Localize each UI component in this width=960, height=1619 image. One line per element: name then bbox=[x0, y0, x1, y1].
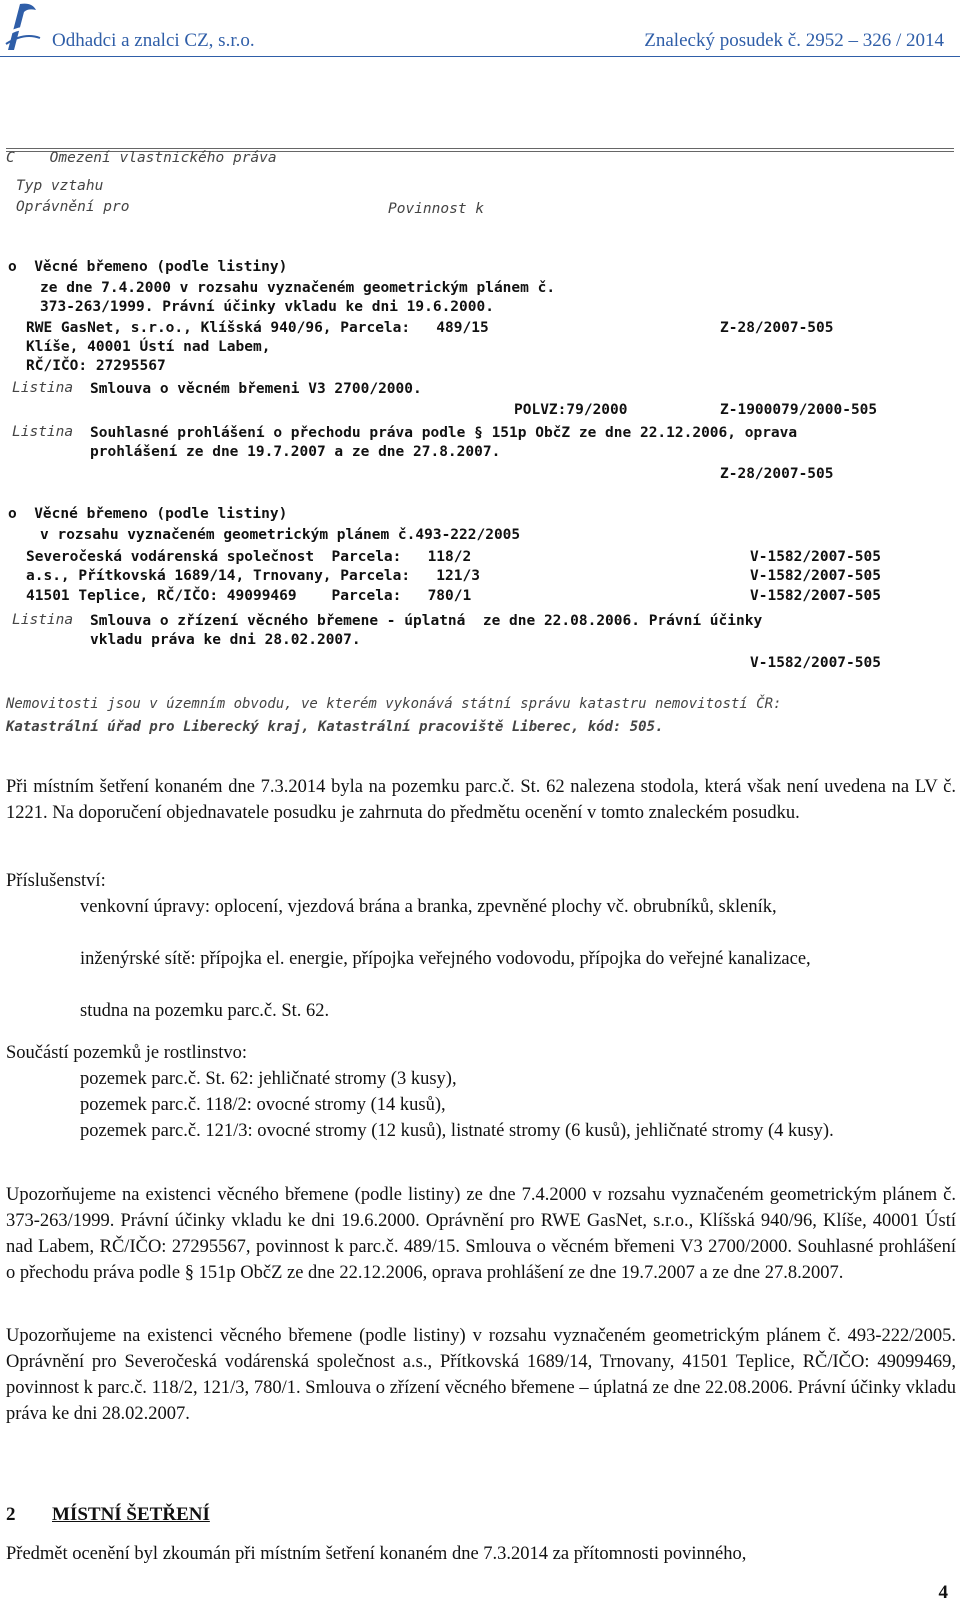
extract-typ-vztahu: Typ vztahu bbox=[16, 178, 104, 194]
section-number: 2 bbox=[6, 1504, 16, 1525]
easement-2-title: o Věcné břemeno (podle listiny) bbox=[8, 506, 288, 522]
paragraph-easement-2: Upozorňujeme na existenci věcného břemene (podle listiny) v rozsahu vyznačeném geometrickým plánem č. 493-222/2005. Oprávnění pro Severočeská vodárenská společnost a.s., Přítkovská 1689/14, Trnovany, 41501 Teplice, RČ/IČO: 49099469, povinnost k parc.č. 118/2, 121/3, 780/1. Smlouva o zřízení věcného břemene – úplatná ze dne 22.08.2006. Právní účinky vkladu práva ke dni 28.02.2007. bbox=[6, 1326, 956, 1424]
extract-opravneni-pro: Oprávnění pro bbox=[16, 199, 130, 215]
easement-2-row: a.s., Přítkovská 1689/14, Trnovany, Parcela: 121/3 bbox=[26, 568, 480, 584]
easement-1-polvz-ref: Z-1900079/2000-505 bbox=[720, 402, 878, 418]
easement-1-row2: Klíše, 40001 Ústí nad Labem, bbox=[26, 339, 271, 355]
paragraph-inspection: Předmět ocenění byl zkoumán při místním šetření konaném dne 7.3.2014 za přítomnosti povinného, bbox=[6, 1544, 747, 1564]
header-company-name: Odhadci a znalci CZ, s.r.o. bbox=[52, 30, 255, 51]
easement-1-row1: RWE GasNet, s.r.o., Klíšská 940/96, Parcela: 489/15 bbox=[26, 320, 489, 336]
easement-2-row-ref: V-1582/2007-505 bbox=[750, 549, 881, 565]
cadastral-extract bbox=[6, 148, 954, 760]
easement-2-row: Severočeská vodárenská společnost Parcela: 118/2 bbox=[26, 549, 472, 565]
easement-1-listina2b: prohlášení ze dne 19.7.2007 a ze dne 27.8.2007. bbox=[90, 444, 501, 460]
paragraph-easement-1: Upozorňujeme na existenci věcného břemene (podle listiny) ze dne 7.4.2000 v rozsahu vyznačeném geometrickým plánem č. 373-263/1999. Právní účinky vkladu ke dni 19.6.2000. Oprávnění pro RWE GasNet, s.r.o., Klíšská 940/96, Klíše, 40001 Ústí nad Labem, RČ/IČO: 27295567, povinnost k parc.č. 489/15. Smlouva o věcném břemeni V3 2700/2000. Souhlasné prohlášení o přechodu práva podle § 151p ObčZ ze dne 22.12.2006, oprava prohlášení ze dne 19.7.2007 a ze dne 27.8.2007. bbox=[6, 1185, 956, 1283]
easement-2-listina-ref: V-1582/2007-505 bbox=[750, 655, 881, 671]
easement-1-line1: ze dne 7.4.2000 v rozsahu vyznačeném geometrickým plánem č. bbox=[40, 280, 556, 296]
extract-footer-2: Katastrální úřad pro Liberecký kraj, Katastrální pracoviště Liberec, kód: 505. bbox=[6, 719, 664, 735]
easement-1-title: o Věcné břemeno (podle listiny) bbox=[8, 259, 288, 275]
easement-2-listina-b: vkladu práva ke dni 28.02.2007. bbox=[90, 632, 361, 648]
vegetation-item: pozemek parc.č. 121/3: ovocné stromy (12 kusů), listnaté stromy (6 kusů), jehličnaté stromy (4 kusy). bbox=[80, 1121, 834, 1141]
company-logo-icon bbox=[2, 0, 42, 52]
vegetation-item: pozemek parc.č. 118/2: ovocné stromy (14 kusů), bbox=[80, 1095, 446, 1115]
easement-1-listina2a: Souhlasné prohlášení o přechodu práva podle § 151p ObčZ ze dne 22.12.2006, oprava bbox=[90, 425, 798, 441]
accessories-utilities: inženýrské sítě: přípojka el. energie, přípojka veřejného vodovodu, přípojka do veřejné kanalizace, bbox=[80, 949, 811, 969]
extract-footer-1: Nemovitosti jsou v územním obvodu, ve kterém vykonává státní správu katastru nemovitostí ČR: bbox=[6, 696, 782, 712]
easement-1-listina2-ref: Z-28/2007-505 bbox=[720, 466, 834, 482]
easement-2-listina-label: Listina bbox=[12, 612, 74, 628]
accessories-well: studna na pozemku parc.č. St. 62. bbox=[80, 1001, 330, 1021]
easement-2-listina-a: Smlouva o zřízení věcného břemene - úplatná ze dne 22.08.2006. Právní účinky bbox=[90, 613, 763, 629]
header-report-number: Znalecký posudek č. 2952 – 326 / 2014 bbox=[644, 30, 944, 51]
header-divider bbox=[0, 56, 960, 57]
easement-2-line1: v rozsahu vyznačeném geometrickým plánem č.493-222/2005 bbox=[40, 527, 521, 543]
extract-section-c: C Omezení vlastnického práva bbox=[6, 150, 277, 166]
easement-2-row-ref: V-1582/2007-505 bbox=[750, 588, 881, 604]
easement-1-listina1: Smlouva o věcném břemeni V3 2700/2000. bbox=[90, 381, 422, 397]
easement-1-listina-label: Listina bbox=[12, 380, 74, 396]
easement-2-row-ref: V-1582/2007-505 bbox=[750, 568, 881, 584]
easement-1-row3: RČ/IČO: 27295567 bbox=[26, 358, 166, 374]
easement-2-row: 41501 Teplice, RČ/IČO: 49099469 Parcela: 780/1 bbox=[26, 588, 472, 604]
easement-1-listina-label-2: Listina bbox=[12, 424, 74, 440]
easement-1-polvz: POLVZ:79/2000 bbox=[514, 402, 628, 418]
easement-1-line2: 373-263/1999. Právní účinky vkladu ke dni 19.6.2000. bbox=[40, 299, 494, 315]
accessories-heading: Příslušenství: bbox=[6, 871, 106, 891]
paragraph-barn-note: Při místním šetření konaném dne 7.3.2014 byla na pozemku parc.č. St. 62 nalezena stodola, která však není uvedena na LV č. 1221. Na doporučení objednavatele posudku je zahrnuta do předmětu ocenění v tomto znaleckém posudku. bbox=[6, 777, 956, 823]
page-number: 4 bbox=[938, 1582, 948, 1603]
easement-1-row1-ref: Z-28/2007-505 bbox=[720, 320, 834, 336]
vegetation-item: pozemek parc.č. St. 62: jehličnaté stromy (3 kusy), bbox=[80, 1069, 457, 1089]
page-header bbox=[0, 0, 960, 60]
vegetation-heading: Součástí pozemků je rostlinstvo: bbox=[6, 1043, 247, 1063]
accessories-outdoor: venkovní úpravy: oplocení, vjezdová brána a branka, zpevněné plochy vč. obrubníků, skleník, bbox=[80, 897, 777, 917]
extract-povinnost-k: Povinnost k bbox=[388, 201, 485, 217]
section-title: MÍSTNÍ ŠETŘENÍ bbox=[52, 1504, 210, 1525]
